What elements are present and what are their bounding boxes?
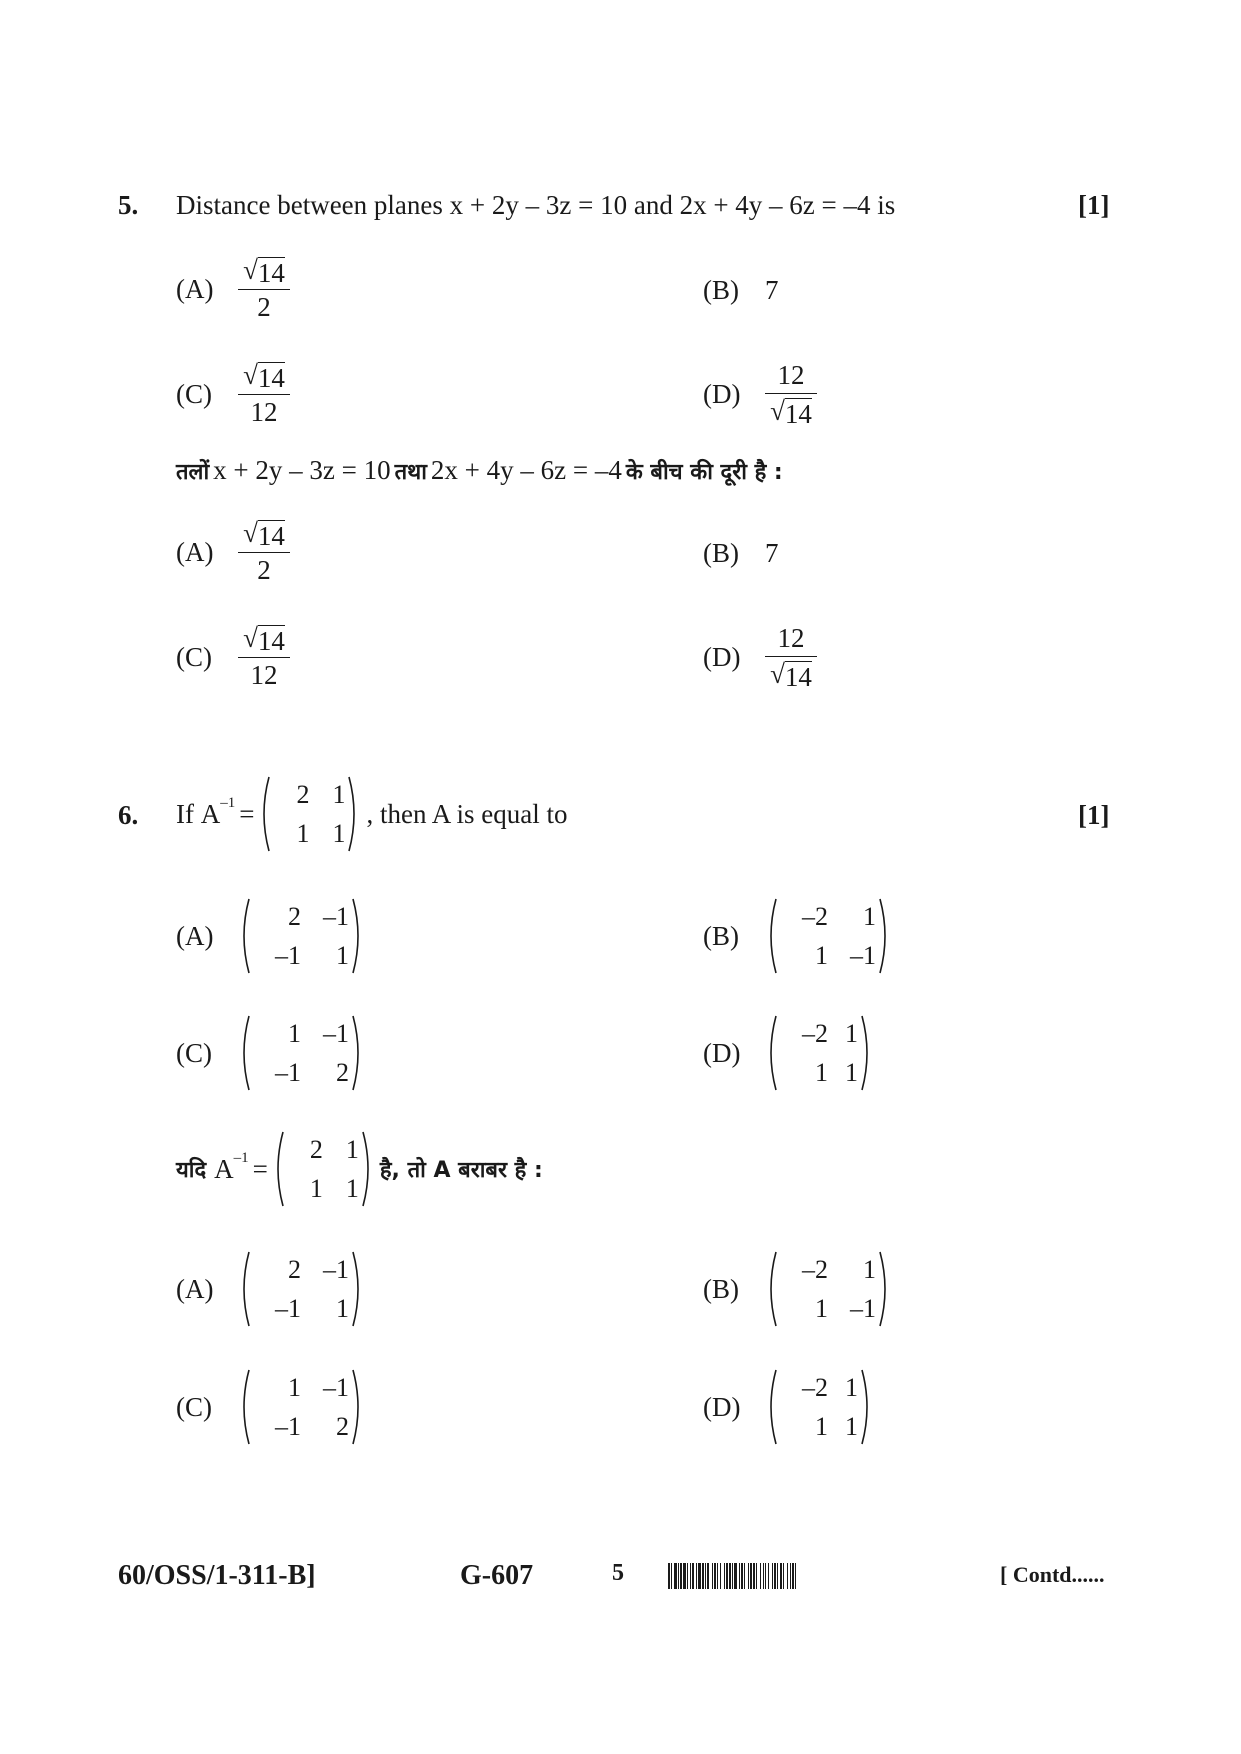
q6-option-c xyxy=(176,1014,364,1092)
right-paren-icon xyxy=(351,1368,364,1446)
option-label: (A) xyxy=(176,1273,214,1304)
option-label: (A) xyxy=(176,273,214,304)
matrix-cell: 1 xyxy=(815,1411,828,1441)
question-6-text-tail: , then A is equal to xyxy=(366,798,568,829)
question-5-and: and xyxy=(627,190,680,220)
matrix-cell: 2 xyxy=(288,1254,301,1284)
right-paren-icon xyxy=(878,897,891,975)
radicand: 14 xyxy=(257,521,285,551)
equals-sign: = xyxy=(239,798,255,829)
left-paren-icon xyxy=(258,775,271,853)
matrix-cell: –1 xyxy=(323,1372,349,1402)
hindi-word: तलों xyxy=(176,460,210,485)
option-matrix xyxy=(238,1014,364,1092)
fraction xyxy=(765,623,817,691)
right-paren-icon xyxy=(860,1014,873,1092)
q5-hindi-option-c xyxy=(176,623,290,691)
matrix-cell: –2 xyxy=(802,1372,828,1402)
left-paren-icon xyxy=(238,1250,251,1328)
matrix-cell: 1 xyxy=(288,1018,301,1048)
left-paren-icon xyxy=(238,1368,251,1446)
left-paren-icon xyxy=(272,1130,285,1208)
inverse-superscript: –1 xyxy=(220,795,236,811)
q5-hindi-option-b xyxy=(703,538,779,569)
square-root: √ 14 xyxy=(770,396,812,429)
matrix-cell: 1 xyxy=(345,1173,359,1203)
hindi-word: यदि xyxy=(176,1158,207,1183)
matrix-cell: 1 xyxy=(288,1372,301,1402)
matrix-cell: –1 xyxy=(850,940,876,970)
right-paren-icon xyxy=(351,897,364,975)
option-label: (D) xyxy=(703,1391,741,1422)
denominator: 2 xyxy=(238,552,290,586)
question-6-if: If xyxy=(176,798,194,829)
left-paren-icon xyxy=(765,897,778,975)
option-value: 7 xyxy=(765,538,779,568)
q6-hindi-option-b xyxy=(703,1250,891,1328)
square-root: √ 14 xyxy=(243,518,285,551)
given-inverse-matrix xyxy=(258,775,360,853)
matrix-cell: 1 xyxy=(332,818,346,848)
option-value: 7 xyxy=(765,275,779,305)
matrix-cell: 1 xyxy=(815,940,828,970)
option-matrix xyxy=(238,1368,364,1446)
q6-hindi-option-c xyxy=(176,1368,364,1446)
numerator: 12 xyxy=(777,360,805,390)
fraction xyxy=(765,360,817,428)
q5-option-a xyxy=(176,255,290,323)
question-6-hindi-text xyxy=(176,1130,543,1208)
option-matrix xyxy=(238,1250,364,1328)
option-label: (B) xyxy=(703,920,739,951)
page-number: 5 xyxy=(612,1560,624,1586)
matrix-cell: –1 xyxy=(275,1057,301,1087)
left-paren-icon xyxy=(765,1014,778,1092)
option-label: (C) xyxy=(176,641,212,672)
question-6-text xyxy=(176,775,567,853)
plane-equation-1: x + 2y – 3z = 10 xyxy=(449,190,628,220)
q5-hindi-option-d xyxy=(703,623,817,691)
matrix-a-symbol: A xyxy=(200,798,221,829)
question-5-hindi-text xyxy=(176,455,783,486)
option-label: (D) xyxy=(703,1037,741,1068)
matrix-cell: –1 xyxy=(275,1293,301,1323)
matrix-cell: –1 xyxy=(323,1254,349,1284)
matrix-cell: 2 xyxy=(288,901,301,931)
q5-option-d xyxy=(703,360,817,428)
radicand: 14 xyxy=(257,258,285,288)
right-paren-icon xyxy=(860,1368,873,1446)
left-paren-icon xyxy=(238,1014,251,1092)
fraction xyxy=(238,518,290,586)
paper-code: 60/OSS/1-311-B] xyxy=(118,1560,316,1591)
matrix-cell: 1 xyxy=(863,901,876,931)
given-inverse-matrix xyxy=(272,1130,374,1208)
inverse-superscript: –1 xyxy=(233,1150,249,1166)
right-paren-icon xyxy=(351,1250,364,1328)
denominator: 2 xyxy=(238,289,290,323)
left-paren-icon xyxy=(238,897,251,975)
square-root: √ 14 xyxy=(243,255,285,288)
matrix-cell: 1 xyxy=(863,1254,876,1284)
option-matrix xyxy=(765,1250,891,1328)
denominator: 12 xyxy=(238,394,290,428)
matrix-cell: –1 xyxy=(850,1293,876,1323)
radicand: 14 xyxy=(784,662,812,692)
matrix-a-symbol: A xyxy=(214,1153,234,1184)
q5-option-c xyxy=(176,360,290,428)
question-5-marks: [1] xyxy=(1078,190,1110,220)
matrix-cell: 1 xyxy=(845,1057,858,1087)
fraction xyxy=(238,623,290,691)
matrix-cell: –2 xyxy=(802,1254,828,1284)
square-root: √ 14 xyxy=(243,623,285,656)
square-root: √ 14 xyxy=(243,360,285,393)
question-6-marks: [1] xyxy=(1078,800,1110,830)
option-label: (C) xyxy=(176,1037,212,1068)
question-6-number: 6. xyxy=(118,800,139,830)
option-matrix xyxy=(238,897,364,975)
right-paren-icon xyxy=(351,1014,364,1092)
plane-equation-2: 2x + 4y – 6z = –4 xyxy=(679,190,871,220)
option-label: (C) xyxy=(176,378,212,409)
denominator: 12 xyxy=(238,657,290,691)
q5-hindi-option-a xyxy=(176,518,290,586)
matrix-cell: 1 xyxy=(845,1372,858,1402)
numerator: 12 xyxy=(777,623,805,653)
option-label: (B) xyxy=(703,538,739,568)
plane-equation-1: x + 2y – 3z = 10 xyxy=(213,455,391,485)
fraction xyxy=(238,360,290,428)
matrix-cell: 1 xyxy=(845,1411,858,1441)
matrix-cell: 1 xyxy=(815,1057,828,1087)
matrix-cell: –1 xyxy=(323,901,349,931)
question-5-text-tail: is xyxy=(870,190,896,220)
q6-option-a xyxy=(176,897,364,975)
matrix-cell: 1 xyxy=(345,1134,359,1164)
option-label: (C) xyxy=(176,1391,212,1422)
option-label: (B) xyxy=(703,275,739,305)
question-5-text xyxy=(176,190,895,221)
option-matrix xyxy=(765,1368,873,1446)
matrix-cell: –1 xyxy=(275,1411,301,1441)
matrix-cell: 1 xyxy=(309,1173,323,1203)
series-code: G-607 xyxy=(460,1560,534,1591)
matrix-cell: –1 xyxy=(275,940,301,970)
q6-option-b xyxy=(703,897,891,975)
option-matrix xyxy=(765,1014,873,1092)
option-label: (D) xyxy=(703,378,741,409)
option-label: (B) xyxy=(703,1273,739,1304)
square-root: √ 14 xyxy=(770,659,812,692)
matrix-cell: 2 xyxy=(309,1134,323,1164)
option-label: (A) xyxy=(176,536,214,567)
fraction xyxy=(238,255,290,323)
matrix-cell: 1 xyxy=(336,940,349,970)
matrix-cell: 2 xyxy=(336,1411,349,1441)
barcode-image xyxy=(668,1563,986,1589)
left-paren-icon xyxy=(765,1250,778,1328)
option-label: (A) xyxy=(176,920,214,951)
matrix-cell: –1 xyxy=(323,1018,349,1048)
question-5-text-lead: Distance between planes xyxy=(176,190,450,220)
matrix-cell: 1 xyxy=(815,1293,828,1323)
hindi-word: के बीच की दूरी है : xyxy=(625,460,783,485)
hindi-word: तथा xyxy=(394,460,427,485)
matrix-cell: 2 xyxy=(296,779,310,809)
continued-label: [ Contd...... xyxy=(1000,1562,1105,1587)
left-paren-icon xyxy=(765,1368,778,1446)
matrix-cell: 1 xyxy=(296,818,310,848)
right-paren-icon xyxy=(878,1250,891,1328)
hindi-word: है, तो A बराबर है : xyxy=(379,1158,543,1183)
q6-option-d xyxy=(703,1014,873,1092)
radicand: 14 xyxy=(257,363,285,393)
plane-equation-2: 2x + 4y – 6z = –4 xyxy=(430,455,622,485)
matrix-cell: –2 xyxy=(802,1018,828,1048)
matrix-cell: 1 xyxy=(845,1018,858,1048)
matrix-cell: 1 xyxy=(336,1293,349,1323)
option-label: (D) xyxy=(703,641,741,672)
radicand: 14 xyxy=(784,399,812,429)
matrix-cell: 1 xyxy=(332,779,346,809)
q6-hindi-option-d xyxy=(703,1368,873,1446)
q5-option-b xyxy=(703,275,779,306)
q6-hindi-option-a xyxy=(176,1250,364,1328)
question-5-number: 5. xyxy=(118,190,139,220)
option-matrix xyxy=(765,897,891,975)
right-paren-icon xyxy=(361,1130,374,1208)
radicand: 14 xyxy=(257,626,285,656)
right-paren-icon xyxy=(347,775,360,853)
equals-sign: = xyxy=(252,1153,268,1184)
matrix-cell: 2 xyxy=(336,1057,349,1087)
matrix-cell: –2 xyxy=(802,901,828,931)
